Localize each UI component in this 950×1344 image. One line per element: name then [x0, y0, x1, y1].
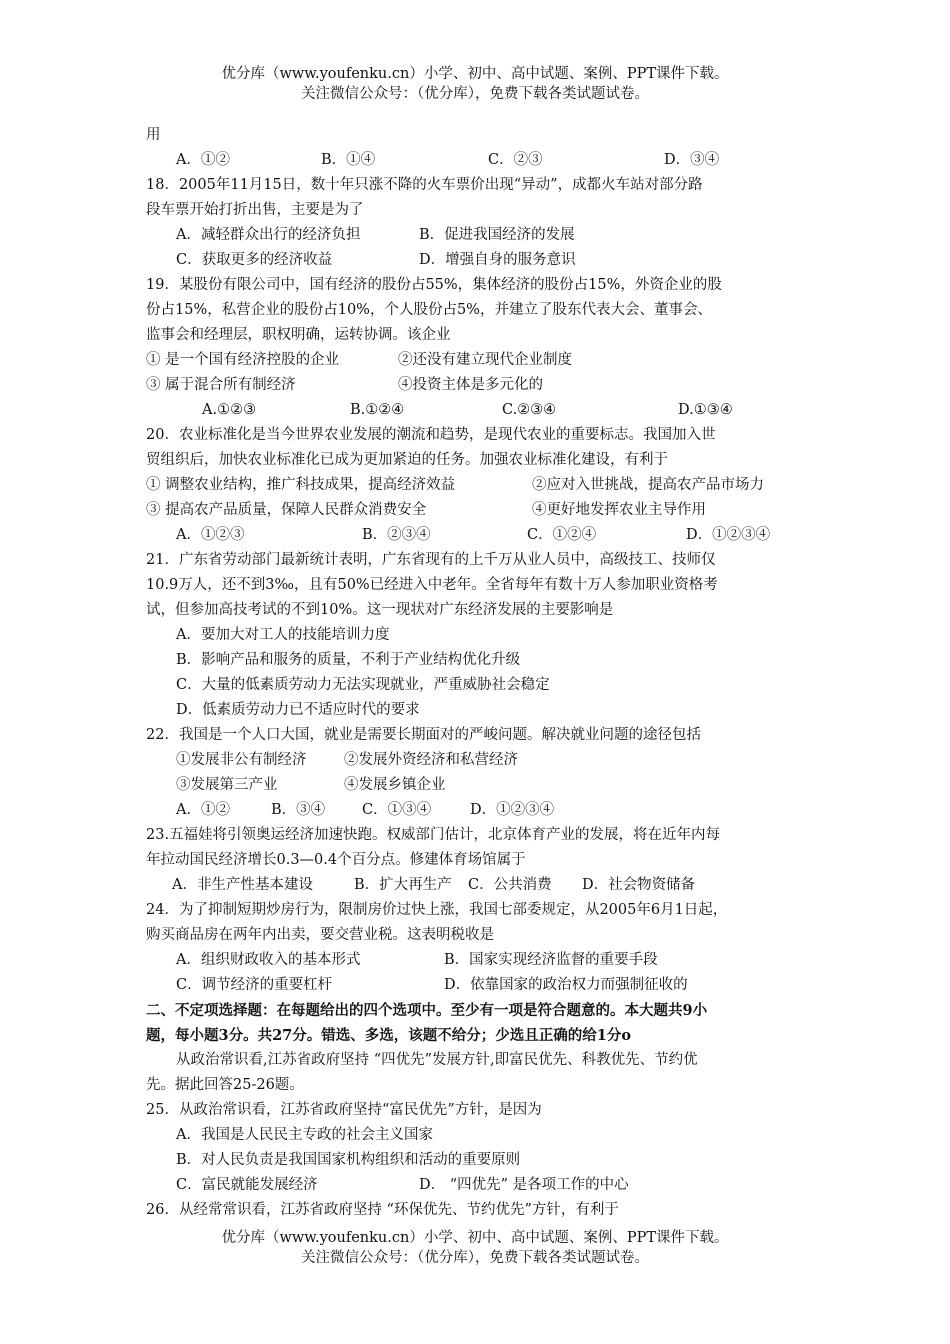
- q20-options: [146, 523, 826, 548]
- q22-statement-2: ②发展外资经济和私营经济: [344, 752, 518, 768]
- page-header: [0, 64, 950, 104]
- text-line: 用: [146, 127, 161, 143]
- q22-option-d: D．①②③④: [470, 802, 555, 818]
- q19-option-c: C.②③④: [502, 402, 557, 418]
- q20-statement-2: ②应对入世挑战，提高农产品市场力: [532, 477, 764, 493]
- q20-statements-12: [146, 473, 826, 498]
- q18-option-c: C．获取更多的经济收益: [176, 252, 333, 268]
- q21-stem: 21．广东省劳动部门最新统计表明，广东省现有的上千万从业人员中，高级技工、技师仅: [146, 552, 716, 568]
- q20-statement-4: ④更好地发挥农业主导作用: [532, 502, 706, 518]
- q18-stem-cont: 段车票开始打折出售，主要是为了: [146, 202, 364, 218]
- q20-statement-3: ③ 提高农产品质量，保障人民群众消费安全: [146, 502, 427, 518]
- section-2-heading: 二、不定项选择题：在每题给出的四个选项中。至少有一项是符合题意的。本大题共9小: [146, 1002, 708, 1019]
- q25-stem: 25．从政治常识看，江苏省政府坚持“富民优先”方针，是因为: [146, 1102, 542, 1118]
- q22-statement-4: ④发展乡镇企业: [344, 777, 446, 793]
- q22-option-c: C．①③④: [362, 802, 432, 818]
- q17-option-d: D．③④: [664, 152, 720, 168]
- q25-option-a: A．我国是人民民主专政的社会主义国家: [176, 1127, 433, 1143]
- q20-option-b: B．②③④: [362, 527, 431, 543]
- q26-stem: 26．从经常常识看，江苏省政府坚持 “环保优先、节约优先”方针，有利于: [146, 1202, 619, 1218]
- q19-statement-1: ① 是一个国有经济控股的企业: [146, 352, 340, 368]
- q20-stem: 20．农业标准化是当今世界农业发展的潮流和趋势，是现代农业的重要标志。我国加入世: [146, 427, 716, 443]
- q25-option-c: C．富民就能发展经济: [176, 1177, 318, 1193]
- q19-stem-cont: 监事会和经理层，职权明确，运转协调。该企业: [146, 327, 451, 343]
- q22-stem: 22．我国是一个人口大国，就业是需要长期面对的严峻问题。解决就业问题的途径包括: [146, 727, 701, 743]
- q20-option-a: A．①②③: [176, 527, 245, 543]
- q22-options: [146, 798, 826, 823]
- q23-option-c: C．公共消费: [468, 877, 552, 893]
- q20-option-c: C．①②④: [527, 527, 597, 543]
- header-line-1: 优分库（www.youfenku.cn）小学、初中、高中试题、案例、PPT课件下载。: [221, 66, 729, 82]
- footer-line-1: 优分库（www.youfenku.cn）小学、初中、高中试题、案例、PPT课件下载。: [221, 1230, 729, 1246]
- q17-options: [146, 148, 826, 173]
- q22-statement-3: ③发展第三产业: [176, 777, 278, 793]
- footer-line-2: 关注微信公众号：（优分库），免费下载各类试题试卷。: [301, 1250, 649, 1266]
- q24-options-cd: [146, 973, 826, 998]
- q21-option-d: D．低素质劳动力已不适应时代的要求: [176, 702, 420, 718]
- q21-stem-cont: 试，但参加高技考试的不到10%。这一现状对广东经济发展的主要影响是: [146, 602, 614, 618]
- q19-statements-34: [146, 373, 826, 398]
- q19-option-b: B.①②④: [350, 402, 405, 418]
- exam-content: [146, 123, 826, 1223]
- q23-stem-cont: 年拉动国民经济增长0.3—0.4个百分点。修建体育场馆属于: [146, 852, 526, 868]
- section-2-heading-cont: 题，每小题3分。共27分。错选、多选，该题不给分；少选且正确的给1分o: [146, 1027, 632, 1044]
- q21-option-b: B．影响产品和服务的质量，不利于产业结构优化升级: [176, 652, 521, 668]
- q18-option-d: D．增强自身的服务意识: [419, 252, 576, 268]
- q17-option-b: B．①④: [321, 152, 376, 168]
- q19-statement-3: ③ 属于混合所有制经济: [146, 377, 296, 393]
- q23-option-d: D．社会物资储备: [582, 877, 696, 893]
- q22-statements-12: [146, 748, 826, 773]
- q24-option-a: A．组织财政收入的基本形式: [176, 952, 361, 968]
- q25-26-intro: 从政治常识看,江苏省政府坚持 “四优先”发展方针,即富民优先、科教优先、节约优: [176, 1052, 698, 1068]
- q21-option-c: C．大量的低素质劳动力无法实现就业，严重威胁社会稳定: [176, 677, 550, 693]
- q18-options-ab: [146, 223, 826, 248]
- q25-option-d: D． “四优先” 是各项工作的中心: [419, 1177, 629, 1193]
- q19-statement-4: ④投资主体是多元化的: [398, 377, 543, 393]
- q25-26-intro-cont: 先。据此回答25-26题。: [146, 1077, 304, 1093]
- q20-statements-34: [146, 498, 826, 523]
- q18-options-cd: [146, 248, 826, 273]
- q19-options: [146, 398, 826, 423]
- q22-option-a: A．①②: [176, 802, 230, 818]
- q20-statement-1: ① 调整农业结构，推广科技成果，提高经济效益: [146, 477, 456, 493]
- q25-options-cd: [146, 1173, 826, 1198]
- q22-option-b: B．③④: [271, 802, 326, 818]
- q24-options-ab: [146, 948, 826, 973]
- q24-option-c: C．调节经济的重要杠杆: [176, 977, 333, 993]
- q19-statement-2: ②还没有建立现代企业制度: [398, 352, 572, 368]
- q24-stem: 24．为了抑制短期炒房行为，限制房价过快上涨，我国七部委规定，从2005年6月1日起，: [146, 902, 728, 918]
- q17-option-a: A．①②: [176, 152, 230, 168]
- q20-option-d: D．①②③④: [686, 527, 771, 543]
- q17-option-c: C．②③: [488, 152, 543, 168]
- q18-option-a: A．减轻群众出行的经济负担: [176, 227, 361, 243]
- q24-stem-cont: 购买商品房在两年内出卖，要交营业税。这表明税收是: [146, 927, 494, 943]
- q19-stem: 19．某股份有限公司中，国有经济的股份占55%，集体经济的股份占15%，外资企业的股: [146, 277, 722, 293]
- q19-option-a: A.①②③: [202, 402, 257, 418]
- q21-option-a: A．要加大对工人的技能培训力度: [176, 627, 390, 643]
- q19-option-d: D.①③④: [678, 402, 733, 418]
- q24-option-d: D．依靠国家的政治权力而强制征收的: [444, 977, 688, 993]
- q20-stem-cont: 贸组织后，加快农业标准化已成为更加紧迫的任务。加强农业标准化建设，有利于: [146, 452, 668, 468]
- q19-stem-cont: 份占15%，私营企业的股份占10%，个人股份占5%，并建立了股东代表大会、董事会、: [146, 302, 712, 318]
- q25-option-b: B．对人民负责是我国国家机构组织和活动的重要原则: [176, 1152, 521, 1168]
- q19-statements-12: [146, 348, 826, 373]
- page-footer: [0, 1228, 950, 1268]
- q23-option-b: B．扩大再生产: [354, 877, 452, 893]
- q23-stem: 23.五福娃将引领奥运经济加速快跑。权威部门估计，北京体育产业的发展，将在近年内每: [146, 827, 721, 843]
- header-line-2: 关注微信公众号：（优分库），免费下载各类试题试卷。: [301, 86, 649, 102]
- q24-option-b: B．国家实现经济监督的重要手段: [444, 952, 658, 968]
- q22-statement-1: ①发展非公有制经济: [176, 752, 307, 768]
- q22-statements-34: [146, 773, 826, 798]
- q23-option-a: A．非生产性基本建设: [172, 877, 313, 893]
- q18-option-b: B．促进我国经济的发展: [419, 227, 575, 243]
- q23-options: [146, 873, 826, 898]
- q21-stem-cont: 10.9万人，还不到3‰，且有50%已经进入中老年。全省每年有数十万人参加职业资格考: [146, 577, 718, 593]
- q18-stem: 18．2005年11月15日，数十年只涨不降的火车票价出现“异动”，成都火车站对部分路: [146, 177, 703, 193]
